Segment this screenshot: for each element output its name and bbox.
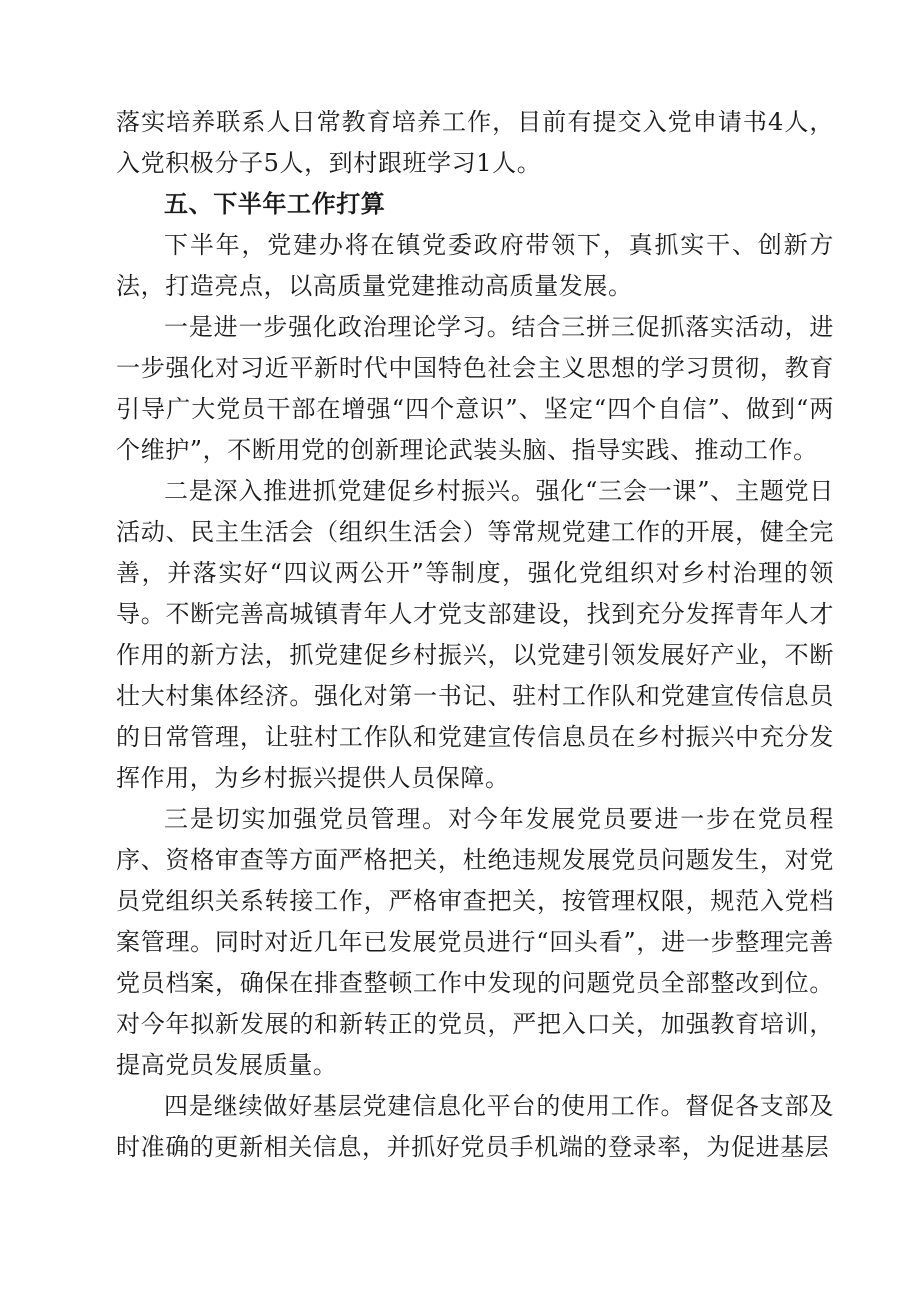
body-paragraph-theory-study: 一是进一步强化政治理论学习。结合三拼三促抓落实活动，进一步强化对习近平新时代中国特色社会主义思想的学习贯彻，教育引导广大党员干部在增强“四个意识”、坚定“四个自信”、做到“两个维护”，不断用党的创新理论武装头脑、指导实践、推动工作。 bbox=[116, 313, 834, 464]
body-paragraph-rural-revitalization: 二是深入推进抓党建促乡村振兴。强化“三会一课”、主题党日活动、民主生活会（组织生活会）等常规党建工作的开展，健全完善，并落实好“四议两公开”等制度，强化党组织对乡村治理的领导。不断完善高城镇青年人才党支部建设，找到充分发挥青年人才作用的新方法，抓党建促乡村振兴，以党建引领发展好产业，不断壮大村集体经济。强化对第一书记、驻村工作队和党建宣传信息员的日常管理，让驻村工作队和党建宣传信息员在乡村振兴中充分发挥作用，为乡村振兴提供人员保障。 bbox=[116, 477, 834, 792]
body-paragraph-platform-use: 四是继续做好基层党建信息化平台的使用工作。督促各支部及时准确的更新相关信息，并抓好党员手机端的登录率，为促进基层 bbox=[116, 1092, 834, 1161]
continuation-paragraph: 落实培养联系人日常教育培养工作，目前有提交入党申请书4人，入党积极分子5人，到村跟班学习1人。 bbox=[116, 108, 834, 177]
body-paragraph-member-management: 三是切实加强党员管理。对今年发展党员要进一步在党员程序、资格审查等方面严格把关，杜绝违规发展党员问题发生，对党员党组织关系转接工作，严格审查把关，按管理权限，规范入党档案管理。同时对近几年已发展党员进行“回头看”，进一步整理完善党员档案，确保在排查整顿工作中发现的问题党员全部整改到位。对今年拟新发展的和新转正的党员，严把入口关，加强教育培训，提高党员发展质量。 bbox=[116, 805, 834, 1079]
body-paragraph-intro: 下半年，党建办将在镇党委政府带领下，真抓实干、创新方法，打造亮点，以高质量党建推动高质量发展。 bbox=[116, 231, 834, 300]
section-heading: 五、下半年工作打算 bbox=[164, 190, 386, 218]
